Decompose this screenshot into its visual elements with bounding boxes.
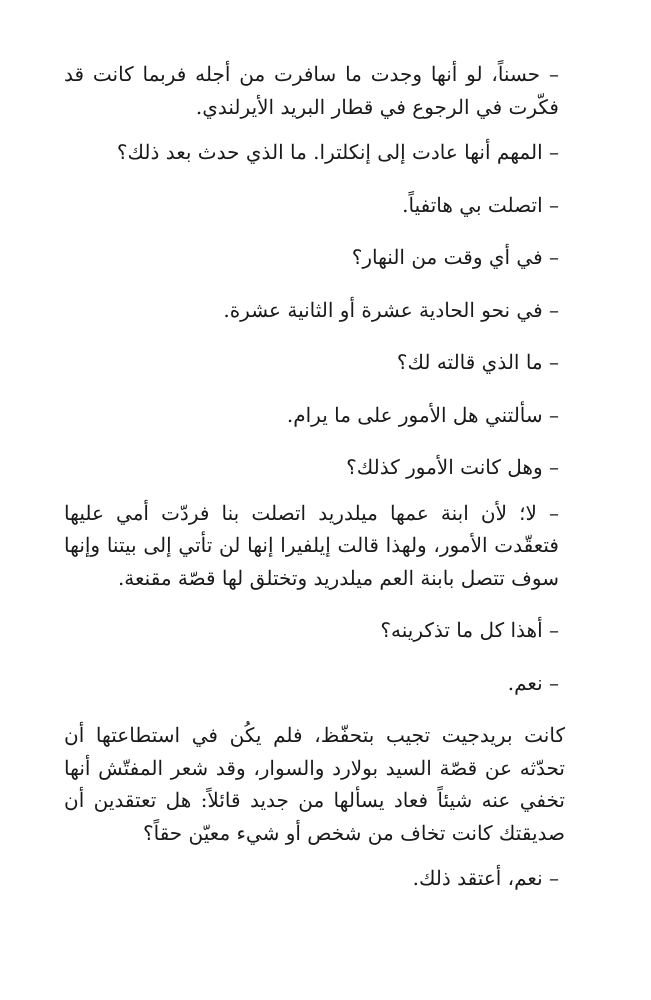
dialogue-line: – ما الذي قالته لك؟ [396, 350, 559, 374]
narration-paragraph: كانت بريدجيت تجيب بتحفّظ، فلم يكُن في استطاعتها أن تحدّثه عن قصّة السيد بولارد والسوار، وقد شعر المفتّش أنها تخفي عنه شيئاً فعاد يسألها من جديد قائلاً: هل تعتقدين أن صديقتك كانت تخاف من شخص أو شيء معيّن حقاً؟ [64, 723, 565, 845]
dialogue-paragraph: – حسناً، لو أنها وجدت ما سافرت من أجله فربما كانت قد فكّرت في الرجوع في قطار البريد الأيرلندي. [64, 62, 559, 119]
book-page [64, 58, 581, 895]
dialogue-line: – أهذا كل ما تذكرينه؟ [380, 618, 559, 642]
dialogue-line: – نعم، أعتقد ذلك. [412, 866, 559, 890]
dialogue-line: – سألتني هل الأمور على ما يرام. [286, 402, 559, 427]
dialogue-line: – نعم. [507, 670, 559, 695]
dialogue-line: – في نحو الحادية عشرة أو الثانية عشرة. [223, 297, 559, 322]
dialogue-line: – وهل كانت الأمور كذلك؟ [346, 455, 559, 479]
dialogue-paragraph: – المهم أنها عادت إلى إنكلترا. ما الذي حدث بعد ذلك؟ [116, 140, 559, 164]
dialogue-paragraph: – لا؛ لأن ابنة عمها ميلدريد اتصلت بنا فردّت أمي عليها فتعقّدت الأمور، ولهذا قالت إيلفيرا إنها لن تأتي إلى بيتنا وإنها سوف تتصل بابنة العم ميلدريد وتختلق لها قصّة مقنعة. [64, 500, 559, 590]
dialogue-line: – في أي وقت من النهار؟ [351, 245, 559, 269]
dialogue-line: – اتصلت بي هاتفياً. [402, 192, 559, 217]
